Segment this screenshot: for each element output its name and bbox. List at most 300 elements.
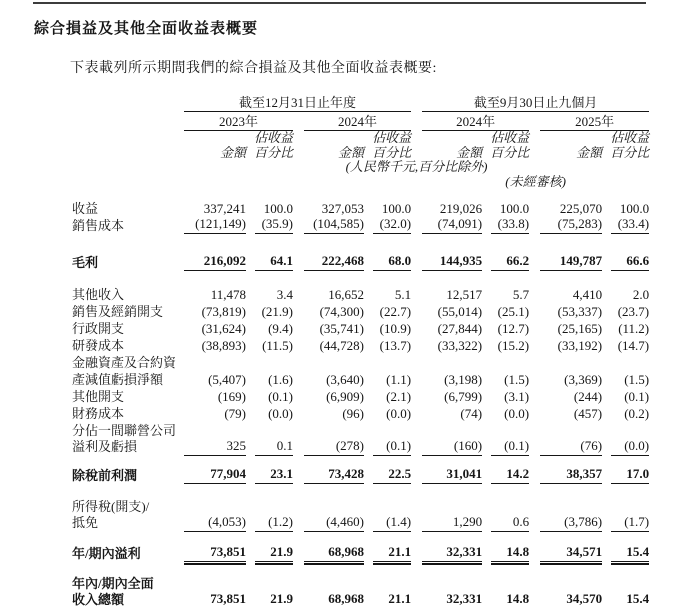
percent-cell: 5.7 bbox=[512, 286, 530, 302]
percent-cell: (1.5) bbox=[504, 371, 530, 387]
share-of-revenue-label: 佔收益 bbox=[372, 129, 412, 145]
spacer-row bbox=[72, 271, 649, 286]
column-gap bbox=[364, 303, 373, 320]
amount-cell: 31,041 bbox=[422, 467, 482, 483]
column-gap bbox=[293, 337, 304, 354]
period-group-annual: 截至12月31日止年度 bbox=[184, 92, 411, 111]
share-of-revenue-label: 佔收益 bbox=[490, 129, 530, 145]
table-row-finance-costs bbox=[72, 405, 649, 422]
column-gap bbox=[364, 467, 373, 483]
amount-cell: (96) bbox=[342, 405, 364, 421]
column-gap bbox=[411, 202, 422, 217]
percent-cell: 21.1 bbox=[373, 592, 411, 606]
table-row-income-tax-line2 bbox=[72, 515, 649, 531]
amount-cell: (76) bbox=[540, 439, 602, 455]
column-gap bbox=[411, 92, 422, 111]
row-label: 其他收入 bbox=[72, 286, 125, 302]
column-gap bbox=[293, 303, 304, 320]
column-gap bbox=[602, 337, 611, 354]
percent-cell: (0.0) bbox=[504, 405, 530, 421]
amount-cell: 216,092 bbox=[184, 253, 246, 271]
amount-cell: 73,428 bbox=[304, 467, 364, 483]
table-row-other-income bbox=[72, 286, 649, 303]
column-gap bbox=[364, 371, 373, 388]
column-gap bbox=[293, 253, 304, 271]
column-gap bbox=[293, 145, 304, 160]
page-top-rule bbox=[33, 2, 646, 4]
percent-cell: (3.1) bbox=[504, 388, 530, 404]
percent-cell: (11.2) bbox=[618, 320, 650, 336]
percent-cell: 100.0 bbox=[499, 201, 530, 217]
percent-cell: (0.1) bbox=[268, 388, 293, 404]
row-label: 年內/期內全面 bbox=[72, 575, 154, 591]
column-gap bbox=[602, 388, 611, 405]
year-header-2024: 2024年 bbox=[304, 111, 411, 130]
amount-cell: (35,741) bbox=[319, 320, 364, 336]
empty-cell bbox=[184, 354, 649, 371]
amount-cell: (74,091) bbox=[422, 217, 482, 233]
percent-cell: 21.9 bbox=[255, 592, 293, 606]
amount-cell: (5,407) bbox=[208, 371, 246, 387]
percent-cell: 15.4 bbox=[611, 545, 649, 561]
amount-cell: (55,014) bbox=[437, 303, 483, 319]
column-gap bbox=[482, 320, 491, 337]
table-row-revenue bbox=[72, 202, 649, 217]
column-gap bbox=[293, 217, 304, 233]
percent-cell: (1.4) bbox=[373, 515, 411, 531]
amount-cell: (74) bbox=[460, 405, 483, 421]
column-gap bbox=[411, 145, 422, 160]
amount-cell: (4,460) bbox=[304, 515, 364, 531]
spacer-row bbox=[72, 531, 649, 545]
percent-cell: 3.4 bbox=[276, 286, 293, 302]
percent-cell: (23.7) bbox=[617, 303, 650, 319]
percent-cell: 14.8 bbox=[491, 592, 529, 606]
empty-cell bbox=[184, 175, 411, 190]
percent-cell: (1.2) bbox=[255, 515, 293, 531]
row-label: 銷售成本 bbox=[72, 217, 125, 233]
amount-cell: 222,468 bbox=[304, 253, 364, 271]
amount-cell: (244) bbox=[573, 388, 603, 404]
amount-cell: 149,787 bbox=[540, 253, 602, 271]
row-label: 除稅前利潤 bbox=[72, 467, 138, 483]
period-group-nine-months: 截至9月30日止九個月 bbox=[422, 92, 649, 111]
column-gap bbox=[246, 545, 255, 561]
unaudited-note-row bbox=[72, 175, 649, 190]
percent-cell: (0.1) bbox=[491, 439, 529, 455]
column-gap bbox=[246, 371, 255, 388]
amount-cell: (75,283) bbox=[540, 217, 602, 233]
column-gap bbox=[293, 202, 304, 217]
percent-cell: 15.4 bbox=[611, 592, 649, 606]
percent-cell: (32.0) bbox=[373, 217, 411, 233]
amount-cell: (79) bbox=[224, 405, 246, 421]
table-row-associate-line2 bbox=[72, 439, 649, 455]
column-gap bbox=[529, 286, 540, 303]
column-gap bbox=[246, 467, 255, 483]
table-row-rd-costs bbox=[72, 337, 649, 354]
column-gap bbox=[411, 592, 422, 606]
amount-cell: (33,192) bbox=[557, 337, 603, 353]
empty-cell bbox=[304, 130, 364, 145]
share-of-revenue-label: 佔收益 bbox=[610, 129, 650, 145]
percent-cell: 66.6 bbox=[611, 253, 649, 271]
column-gap bbox=[602, 202, 611, 217]
column-gap bbox=[529, 405, 540, 422]
column-gap bbox=[364, 202, 373, 217]
amount-cell: 325 bbox=[184, 439, 246, 455]
empty-cell bbox=[72, 145, 184, 160]
row-label: 銷售及經銷開支 bbox=[72, 303, 164, 319]
percent-cell: (25.1) bbox=[497, 303, 530, 319]
percent-cell: 0.1 bbox=[255, 439, 293, 455]
units-note-row bbox=[72, 160, 649, 175]
column-gap bbox=[411, 286, 422, 303]
column-gap bbox=[482, 467, 491, 483]
amount-label: 金額 bbox=[576, 144, 603, 160]
amount-cell: 219,026 bbox=[439, 201, 483, 217]
column-gap bbox=[293, 388, 304, 405]
column-gap bbox=[411, 405, 422, 422]
column-gap bbox=[482, 515, 491, 531]
table-row-associate-line1 bbox=[72, 422, 649, 439]
column-gap bbox=[246, 286, 255, 303]
percentage-label: 百分比 bbox=[610, 144, 650, 160]
column-gap bbox=[411, 111, 422, 130]
column-gap bbox=[293, 439, 304, 455]
table-row-gross-profit bbox=[72, 253, 649, 271]
column-gap bbox=[293, 592, 304, 606]
column-gap bbox=[529, 253, 540, 271]
column-gap bbox=[293, 320, 304, 337]
column-gap bbox=[246, 388, 255, 405]
percent-cell: 64.1 bbox=[255, 253, 293, 271]
amount-cell: 73,851 bbox=[184, 592, 246, 606]
table-row-income-tax-line1 bbox=[72, 498, 649, 515]
percent-cell: 68.0 bbox=[373, 253, 411, 271]
amount-cell: (3,786) bbox=[540, 515, 602, 531]
amount-cell: 38,357 bbox=[540, 467, 602, 483]
empty-cell bbox=[72, 111, 184, 130]
amount-cell: 4,410 bbox=[572, 286, 603, 302]
amount-cell: (3,640) bbox=[326, 371, 364, 387]
column-gap bbox=[529, 371, 540, 388]
amount-cell: 68,968 bbox=[304, 545, 364, 561]
column-gap bbox=[602, 217, 611, 233]
amount-cell: 144,935 bbox=[422, 253, 482, 271]
amount-cell: (104,585) bbox=[304, 217, 364, 233]
amount-cell: (4,053) bbox=[184, 515, 246, 531]
table-row-admin-expenses bbox=[72, 320, 649, 337]
column-gap bbox=[482, 303, 491, 320]
column-gap bbox=[411, 175, 422, 190]
row-label: 其他開支 bbox=[72, 388, 125, 404]
spacer-row bbox=[72, 484, 649, 498]
empty-cell bbox=[72, 92, 184, 111]
column-gap bbox=[411, 371, 422, 388]
percent-cell: (1.7) bbox=[611, 515, 649, 531]
column-gap bbox=[602, 467, 611, 483]
column-gap bbox=[482, 202, 491, 217]
amount-cell: 337,241 bbox=[203, 201, 246, 217]
column-gap bbox=[246, 202, 255, 217]
percent-cell: (9.4) bbox=[268, 320, 293, 336]
empty-cell bbox=[540, 130, 602, 145]
amount-cell: 16,652 bbox=[328, 286, 364, 302]
subheader-row-amount-pct bbox=[72, 145, 649, 160]
amount-cell: (44,728) bbox=[319, 337, 364, 353]
column-gap bbox=[482, 592, 491, 606]
table-row-selling-expenses bbox=[72, 303, 649, 320]
percent-cell: (0.1) bbox=[624, 388, 650, 404]
column-gap bbox=[529, 202, 540, 217]
column-gap bbox=[364, 388, 373, 405]
amount-cell: (6,909) bbox=[326, 388, 364, 404]
row-label: 所得稅(開支)/ bbox=[72, 498, 150, 514]
empty-cell bbox=[184, 498, 649, 515]
column-gap bbox=[364, 337, 373, 354]
percent-cell: 66.2 bbox=[491, 253, 529, 271]
year-header-2023: 2023年 bbox=[184, 111, 293, 130]
row-label: 抵免 bbox=[72, 515, 99, 531]
percent-cell: 2.0 bbox=[632, 286, 650, 302]
subheader-row-share bbox=[72, 130, 649, 145]
table-row-profit-before-tax bbox=[72, 467, 649, 483]
percent-cell: (33.4) bbox=[611, 217, 649, 233]
amount-cell: (53,337) bbox=[557, 303, 603, 319]
percent-cell: 21.1 bbox=[373, 545, 411, 561]
column-gap bbox=[364, 286, 373, 303]
empty-cell bbox=[72, 160, 184, 175]
amount-cell: 32,331 bbox=[422, 545, 482, 561]
column-gap bbox=[411, 217, 422, 233]
percent-cell: 100.0 bbox=[381, 201, 412, 217]
table-row-total-comprehensive-line1 bbox=[72, 576, 649, 592]
amount-cell: 34,571 bbox=[540, 545, 602, 561]
column-gap bbox=[529, 388, 540, 405]
table-row-impairment-line1 bbox=[72, 354, 649, 371]
year-header-2024-nine-months: 2024年 bbox=[422, 111, 529, 130]
percent-cell: 100.0 bbox=[263, 201, 293, 217]
year-header-row bbox=[72, 111, 649, 130]
column-gap bbox=[482, 337, 491, 354]
column-gap bbox=[411, 130, 422, 145]
column-gap bbox=[482, 371, 491, 388]
percent-cell: (10.9) bbox=[379, 320, 412, 336]
amount-cell: (25,165) bbox=[557, 320, 603, 336]
column-gap bbox=[482, 286, 491, 303]
column-gap bbox=[529, 545, 540, 561]
financial-summary-table bbox=[72, 92, 649, 606]
amount-cell: 1,290 bbox=[422, 515, 482, 531]
column-gap bbox=[529, 592, 540, 606]
column-gap bbox=[602, 253, 611, 271]
amount-label: 金額 bbox=[337, 144, 364, 160]
amount-cell: (160) bbox=[422, 439, 482, 455]
column-gap bbox=[602, 303, 611, 320]
column-gap bbox=[602, 545, 611, 561]
row-label: 產減值虧損淨額 bbox=[72, 371, 164, 387]
table-row-total-comprehensive-line2 bbox=[72, 592, 649, 606]
column-gap bbox=[411, 253, 422, 271]
column-gap bbox=[602, 439, 611, 455]
unaudited-note: (未經審核) bbox=[505, 174, 566, 190]
percent-cell: (21.9) bbox=[261, 303, 293, 319]
column-gap bbox=[529, 439, 540, 455]
percent-cell: (12.7) bbox=[497, 320, 530, 336]
percent-cell: (14.7) bbox=[617, 337, 650, 353]
column-gap bbox=[411, 388, 422, 405]
amount-cell: (457) bbox=[573, 405, 603, 421]
column-gap bbox=[246, 217, 255, 233]
row-label: 分佔一間聯營公司 bbox=[72, 422, 177, 438]
amount-cell: 34,570 bbox=[540, 592, 602, 606]
period-group-header-row bbox=[72, 92, 649, 111]
column-gap bbox=[411, 303, 422, 320]
column-gap bbox=[529, 515, 540, 531]
column-gap bbox=[529, 130, 540, 145]
amount-cell: 32,331 bbox=[422, 592, 482, 606]
amount-cell: (3,198) bbox=[444, 371, 483, 387]
amount-cell: (169) bbox=[217, 388, 246, 404]
column-gap bbox=[602, 286, 611, 303]
column-gap bbox=[602, 405, 611, 422]
percent-cell: 14.2 bbox=[491, 467, 529, 483]
column-gap bbox=[529, 145, 540, 160]
row-label: 收益 bbox=[72, 201, 99, 217]
section-heading: 綜合損益及其他全面收益表概要 bbox=[34, 21, 259, 37]
row-label: 行政開支 bbox=[72, 320, 125, 336]
amount-cell: (278) bbox=[304, 439, 364, 455]
column-gap bbox=[529, 303, 540, 320]
percent-cell: (13.7) bbox=[379, 337, 412, 353]
column-gap bbox=[411, 515, 422, 531]
empty-cell bbox=[72, 130, 184, 145]
column-gap bbox=[246, 439, 255, 455]
amount-cell: 225,070 bbox=[559, 201, 603, 217]
percent-cell: (0.0) bbox=[268, 405, 293, 421]
percent-cell: (0.0) bbox=[386, 405, 412, 421]
column-gap bbox=[364, 515, 373, 531]
percent-cell: (1.5) bbox=[624, 371, 650, 387]
amount-label: 金額 bbox=[456, 144, 483, 160]
row-label: 毛利 bbox=[72, 254, 99, 270]
amount-cell: 68,968 bbox=[304, 592, 364, 606]
column-gap bbox=[482, 217, 491, 233]
column-gap bbox=[529, 111, 540, 130]
amount-cell: 77,904 bbox=[184, 467, 246, 483]
empty-cell bbox=[184, 422, 649, 439]
column-gap bbox=[293, 130, 304, 145]
column-gap bbox=[364, 592, 373, 606]
row-label: 溢利及虧損 bbox=[72, 439, 138, 455]
amount-cell: 327,053 bbox=[321, 201, 364, 217]
column-gap bbox=[602, 515, 611, 531]
column-gap bbox=[529, 467, 540, 483]
percentage-label: 百分比 bbox=[253, 144, 293, 160]
column-gap bbox=[602, 320, 611, 337]
amount-cell: (33,322) bbox=[437, 337, 483, 353]
percent-cell: (11.5) bbox=[262, 337, 293, 353]
percent-cell: (33.8) bbox=[491, 217, 529, 233]
column-gap bbox=[364, 405, 373, 422]
column-gap bbox=[364, 217, 373, 233]
percent-cell: 0.6 bbox=[491, 515, 529, 531]
row-label: 金融資產及合約資 bbox=[72, 354, 177, 370]
percent-cell: 100.0 bbox=[619, 201, 650, 217]
row-label: 收入總額 bbox=[72, 592, 125, 606]
column-gap bbox=[246, 515, 255, 531]
percent-cell: (22.7) bbox=[379, 303, 412, 319]
column-gap bbox=[293, 467, 304, 483]
column-gap bbox=[246, 405, 255, 422]
amount-cell: 73,851 bbox=[184, 545, 246, 561]
percent-cell: 22.5 bbox=[373, 467, 411, 483]
table-row-impairment-line2 bbox=[72, 371, 649, 388]
amount-cell: (38,893) bbox=[201, 337, 246, 353]
column-gap bbox=[293, 545, 304, 561]
row-label: 研發成本 bbox=[72, 337, 125, 353]
amount-cell: (3,369) bbox=[564, 371, 603, 387]
column-gap bbox=[293, 286, 304, 303]
column-gap bbox=[364, 439, 373, 455]
column-gap bbox=[246, 303, 255, 320]
column-gap bbox=[293, 405, 304, 422]
column-gap bbox=[411, 320, 422, 337]
percent-cell: (2.1) bbox=[386, 388, 412, 404]
percent-cell: (35.9) bbox=[255, 217, 293, 233]
amount-cell: (74,300) bbox=[319, 303, 364, 319]
percent-cell: 17.0 bbox=[611, 467, 649, 483]
table-row-profit-for-period bbox=[72, 545, 649, 561]
column-gap bbox=[293, 111, 304, 130]
spacer-row bbox=[72, 234, 649, 253]
amount-label: 金額 bbox=[219, 144, 246, 160]
column-gap bbox=[411, 337, 422, 354]
column-gap bbox=[246, 253, 255, 271]
percent-cell: (0.0) bbox=[611, 439, 649, 455]
column-gap bbox=[482, 545, 491, 561]
amount-cell: (31,624) bbox=[201, 320, 246, 336]
column-gap bbox=[529, 320, 540, 337]
column-gap bbox=[602, 592, 611, 606]
percent-cell: (0.1) bbox=[373, 439, 411, 455]
column-gap bbox=[293, 371, 304, 388]
amount-cell: (6,799) bbox=[444, 388, 483, 404]
percentage-label: 百分比 bbox=[490, 144, 530, 160]
empty-cell bbox=[184, 576, 649, 592]
amount-cell: 12,517 bbox=[446, 286, 483, 302]
column-gap bbox=[246, 337, 255, 354]
column-gap bbox=[246, 592, 255, 606]
column-gap bbox=[482, 388, 491, 405]
units-note: (人民幣千元,百分比除外) bbox=[345, 159, 488, 175]
amount-cell: 11,478 bbox=[210, 286, 246, 302]
percent-cell: 14.8 bbox=[491, 545, 529, 561]
column-gap bbox=[364, 253, 373, 271]
column-gap bbox=[602, 371, 611, 388]
column-gap bbox=[529, 337, 540, 354]
year-header-2025: 2025年 bbox=[540, 111, 649, 130]
column-gap bbox=[482, 405, 491, 422]
amount-cell: (121,149) bbox=[184, 217, 246, 233]
table-row-cost-of-sales bbox=[72, 217, 649, 233]
share-of-revenue-label: 佔收益 bbox=[253, 129, 293, 145]
intro-text: 下表載列所示期間我們的綜合損益及其他全面收益表概要: bbox=[70, 61, 437, 76]
table-row-other-expenses bbox=[72, 388, 649, 405]
empty-cell bbox=[72, 175, 184, 190]
percent-cell: (1.6) bbox=[268, 371, 293, 387]
